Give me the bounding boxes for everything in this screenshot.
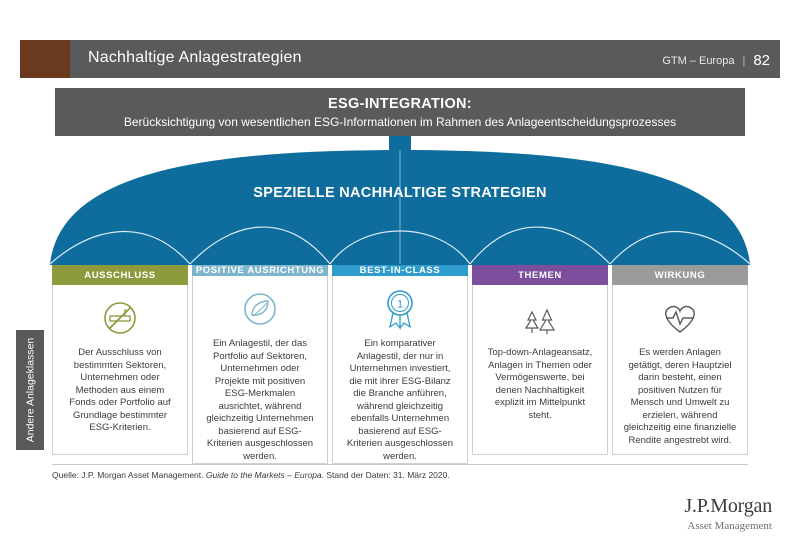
column-body-ausschluss <box>52 285 188 455</box>
column-body-positive-ausrichtung <box>192 276 328 464</box>
header-divider: | <box>742 54 746 67</box>
source-italic: Guide to the Markets – Europa. <box>205 470 325 480</box>
column-header-themen: THEMEN <box>472 265 608 285</box>
column-header-ausschluss: AUSSCHLUSS <box>52 265 188 285</box>
column-body-themen <box>472 285 608 455</box>
logo-primary: J.P.Morgan <box>684 495 772 517</box>
svg-text:1: 1 <box>396 298 404 311</box>
column-header-wirkung: WIRKUNG <box>612 265 748 285</box>
award-ribbon-icon <box>381 286 419 332</box>
strategy-column-positive-ausrichtung <box>192 265 328 462</box>
strategy-columns <box>52 265 748 462</box>
subtitle-sub: Berücksichtigung von wesentlichen ESG-Informationen im Rahmen des Anlageentscheidungsprozesses <box>123 114 677 129</box>
strategy-column-ausschluss <box>52 265 188 455</box>
header-region: GTM – Europa <box>662 54 735 67</box>
left-axis-label <box>16 330 44 450</box>
umbrella-graphic <box>50 136 750 266</box>
header-accent-block <box>20 40 70 78</box>
page-title: Nachhaltige Anlagestrategien <box>88 49 302 66</box>
column-text-best-in-class: Ein komparativer Anlagestil, der nur in Unternehmen investiert, die mit ihrer ESG-Bilanz die Branche anführen, während gleichzeitig ebenfalls Unternehmen basierend auf ESG-Kriterien ausgeschlossen werden. <box>346 338 454 462</box>
heart-pulse-icon <box>659 295 701 341</box>
column-body-wirkung <box>612 285 748 455</box>
page-number: 82 <box>753 52 770 69</box>
subtitle-band <box>55 88 745 136</box>
strategy-column-wirkung <box>612 265 748 455</box>
source-suffix: Stand der Daten: 31. März 2020. <box>326 470 450 480</box>
trees-icon <box>518 295 562 341</box>
column-body-best-in-class <box>332 276 468 464</box>
left-axis-label-text: Andere Anlageklassen <box>24 337 36 443</box>
source-note <box>52 470 450 480</box>
logo-secondary: Asset Management <box>687 520 772 532</box>
umbrella-label: SPEZIELLE NACHHALTIGE STRATEGIEN <box>253 185 547 201</box>
column-text-wirkung: Es werden Anlagen getätigt, deren Hauptziel darin besteht, einen positiven Nutzen für Mensch und Umwelt zu erzielen, während gleichzeitig eine finanzielle Rendite angestrebt wird. <box>623 347 737 446</box>
footer-divider <box>52 464 748 465</box>
column-header-positive-ausrichtung: POSITIVE AUSRICHTUNG <box>192 265 328 276</box>
column-text-positive-ausrichtung: Ein Anlagestil, der das Portfolio auf Sektoren, Unternehmen oder Projekte mit positiven ESG-Merkmalen ausrichtet, während gleichzeitig Unternehmen basierend auf ESG-Kriterien ausgeschlossen werden. <box>206 338 314 462</box>
source-prefix: Quelle: J.P. Morgan Asset Management. <box>52 470 204 480</box>
column-text-ausschluss: Der Ausschluss von bestimmten Sektoren, Unternehmen oder Methoden aus einem Fonds oder Portfolio auf Grundlage bestimmter ESG-Kriterien. <box>69 347 171 433</box>
column-text-themen: Top-down-Anlageansatz, Anlagen in Themen oder Vermögenswerte, bei denen Nachhaltigkeit explizit im Mittelpunkt steht. <box>487 347 593 421</box>
column-header-best-in-class: BEST-IN-CLASS <box>332 265 468 276</box>
leaf-circle-icon <box>241 286 279 332</box>
header-meta <box>662 52 770 69</box>
strategy-column-themen <box>472 265 608 455</box>
brand-logo <box>684 495 772 532</box>
strategy-column-best-in-class <box>332 265 468 462</box>
no-smoking-icon <box>101 295 139 341</box>
subtitle-main: ESG-INTEGRATION: <box>328 95 472 112</box>
